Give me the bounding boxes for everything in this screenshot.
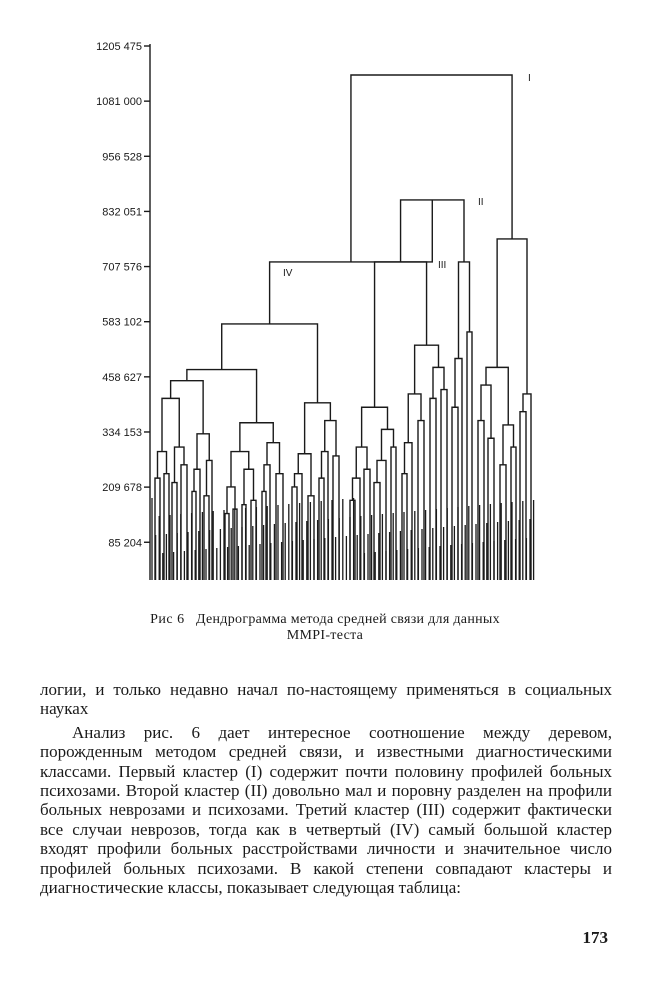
cluster-label: IV	[283, 267, 293, 279]
dendrogram-link	[240, 423, 273, 452]
dendrogram-link	[244, 469, 254, 504]
body-text	[40, 680, 612, 897]
caption-label: Рис 6	[150, 612, 185, 627]
dendrogram-link	[503, 425, 514, 465]
dendrogram-link	[362, 407, 388, 447]
cluster-label: III	[438, 259, 447, 271]
cluster-label: II	[478, 197, 484, 209]
y-tick-label: 707 576	[102, 261, 142, 274]
dendrogram-link	[351, 75, 512, 262]
continuation-paragraph: логии, и только недавно начал по-настоящему применяться в социальных науках	[40, 680, 612, 719]
y-tick-label: 956 528	[102, 151, 142, 164]
dendrogram-link	[197, 434, 209, 469]
y-tick-label: 209 678	[102, 482, 142, 495]
dendrogram-link	[267, 443, 280, 474]
figure-caption	[100, 612, 550, 644]
dendrogram-link	[481, 385, 491, 438]
y-tick-label: 583 102	[102, 316, 142, 329]
dendrogram-link	[172, 483, 177, 580]
y-tick-label: 85 204	[108, 537, 142, 550]
cluster-label: I	[528, 73, 531, 85]
dendrogram-link	[222, 324, 318, 403]
dendrogram-link	[251, 500, 256, 580]
y-tick-label: 1081 000	[96, 96, 142, 109]
page-number: 173	[582, 928, 608, 947]
y-tick-label: 832 051	[102, 206, 142, 219]
dendrogram-link	[433, 367, 444, 398]
dendrogram-link	[325, 421, 336, 456]
dendrogram-link	[467, 332, 472, 580]
dendrogram-link	[459, 262, 470, 359]
dendrogram-link	[415, 345, 439, 394]
caption-text-line1: Дендрограмма метода средней связи для данных	[195, 612, 500, 627]
dendrogram-link	[408, 394, 421, 443]
dendrogram-link	[187, 370, 257, 423]
y-tick-label: 1205 475	[96, 41, 142, 53]
dendrogram-link	[305, 403, 331, 454]
y-tick-label: 334 153	[102, 426, 142, 439]
y-tick-label: 458 627	[102, 371, 142, 384]
dendrogram-link	[486, 367, 508, 425]
dendrogram-link	[162, 398, 179, 451]
dendrogram-link	[375, 262, 427, 407]
dendrogram-link	[171, 381, 204, 434]
dendrogram-link	[497, 239, 527, 394]
dendrogram-link	[298, 454, 311, 496]
dendrogram-link	[356, 447, 367, 478]
analysis-paragraph: Анализ рис. 6 дает интересное соотношение между деревом, порожденным методом средней связи, и известными диагностическими классами. Первый кластер (I) содержит почти половину профилей больных психозами. Второй кластер (II) довольно мал и поровну разделен на профили больных неврозами и психозами. Третий кластер (III) содержит фактически все случаи неврозов, тогда как в четвертый (IV) самый большой кластер входят профили больных расстройствами личности и значительное число профилей больных психозами. В какой степени совпадают кластеры и диагностические классы, показывает следующая таблица:	[40, 722, 612, 898]
caption-text-line2: MMPI-теста	[286, 628, 364, 643]
